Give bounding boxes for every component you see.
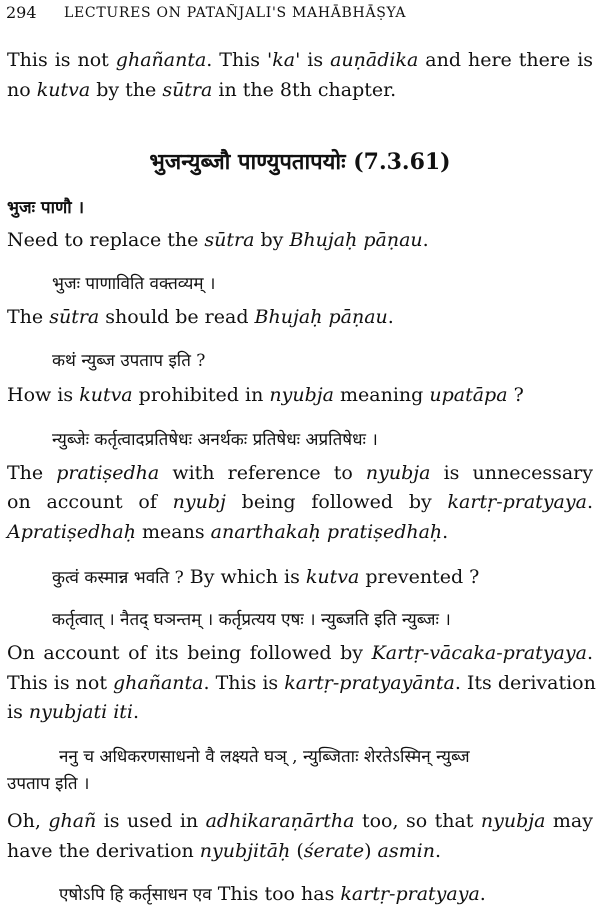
- running-head: [6, 3, 591, 25]
- sanskrit-line: भुजः पाणौ ।: [7, 198, 85, 218]
- paragraph-line: This is not ghañanta. This is kartṛ-pratyayānta. Its derivation: [7, 672, 596, 694]
- sanskrit-line: ननु च अधिकरणसाधनो वै लक्ष्यते घञ् , न्युब्जिताः शेरतेऽस्मिन् न्युब्ज: [59, 747, 470, 767]
- paragraph-line: on account of nyubj being followed by kartṛ-pratyaya.: [7, 491, 593, 513]
- sanskrit-line: भुजः पाणाविति वक्तव्यम् ।: [52, 274, 216, 294]
- sanskrit-line: कर्तृत्वात् । नैतद् घञन्तम् । कर्तृप्रत्यय एषः । न्युब्जति इति न्युब्जः ।: [52, 610, 451, 630]
- paragraph-line: How is kutva prohibited in nyubja meaning upatāpa ?: [7, 384, 524, 406]
- page-number: 294: [6, 3, 37, 22]
- sanskrit-line: कथं न्युब्ज उपताप इति ?: [52, 351, 206, 371]
- paragraph-line: have the derivation nyubjitāḥ (śerate) asmin.: [7, 840, 442, 862]
- sanskrit-line: न्युब्जेः कर्तृत्वादप्रतिषेधः अनर्थकः प्रतिषेधः अप्रतिषेधः ।: [52, 430, 378, 450]
- sutra-heading: भुजन्युब्जौ पाण्युपतापयोः (7.3.61): [149, 149, 451, 175]
- paragraph-line: Need to replace the sūtra by Bhujaḥ pāṇau.: [7, 229, 429, 251]
- paragraph-line: Oh, ghañ is used in adhikaraṇārtha too, so that nyubja may: [7, 810, 593, 832]
- paragraph-line: On account of its being followed by Kartṛ-vācaka-pratyaya.: [7, 642, 593, 664]
- running-head-title: LECTURES ON PATAÑJALI'S MAHĀBHĀṢYA: [64, 5, 407, 21]
- mixed-line: कुत्वं कस्मान्न भवति ? By which is kutva prevented ?: [52, 566, 480, 588]
- paragraph-line: no kutva by the sūtra in the 8th chapter.: [7, 79, 397, 101]
- paragraph-line: The sūtra should be read Bhujaḥ pāṇau.: [7, 306, 394, 328]
- paragraph-line: The pratiṣedha with reference to nyubja is unnecessary: [7, 462, 593, 484]
- paragraph-line: Apratiṣedhaḥ means anarthakaḥ pratiṣedhaḥ.: [7, 521, 449, 543]
- paragraph-line: This is not ghañanta. This 'ka' is auṇādika and here there is: [7, 49, 594, 71]
- paragraph-line: is nyubjati iti.: [7, 701, 140, 723]
- mixed-line: एषोऽपि हि कर्तृसाधन एव This too has kartṛ-pratyaya.: [59, 883, 486, 905]
- sanskrit-line: उपताप इति ।: [7, 774, 90, 794]
